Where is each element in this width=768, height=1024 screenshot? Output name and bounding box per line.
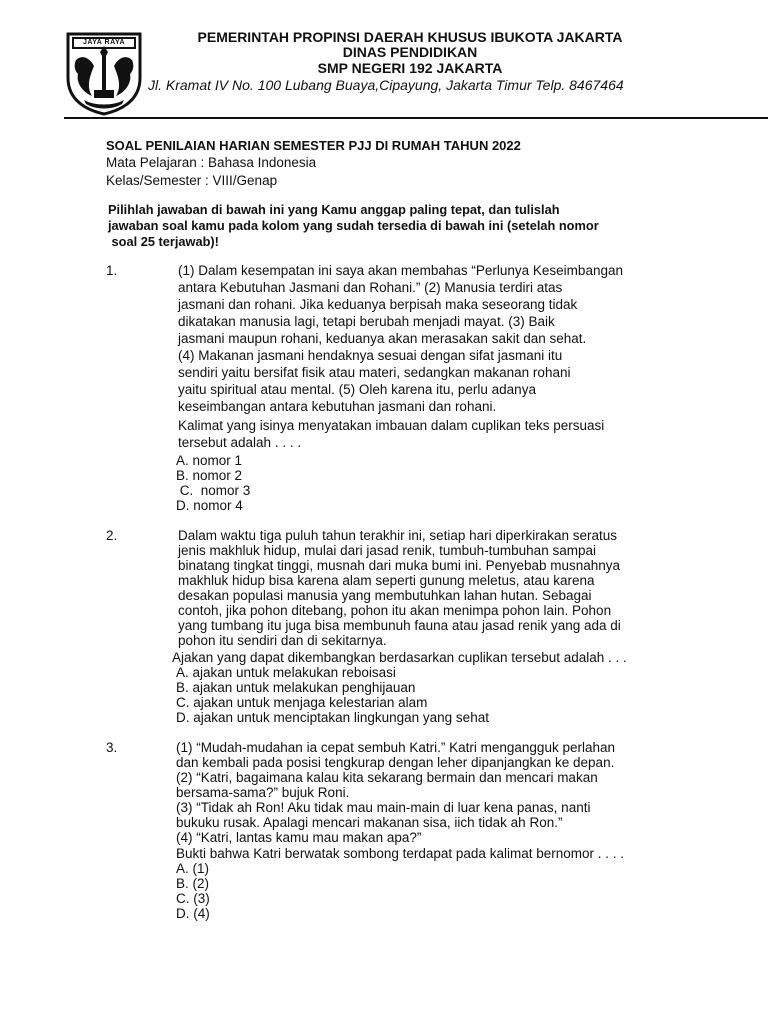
question-text-line: dan kembali pada posisi tengkurap dengan leher dipanjangkan ke depan. <box>176 755 615 770</box>
question-text-line: contoh, jika pohon ditebang, pohon itu akan menimpa pohon lain. Pohon <box>178 603 612 618</box>
instruction-line: Pilihlah jawaban di bawah ini yang Kamu anggap paling tepat, dan tulislah <box>108 202 560 217</box>
answer-option: A. ajakan untuk melakukan reboisasi <box>176 665 396 680</box>
exam-subject: Mata Pelajaran : Bahasa Indonesia <box>106 155 317 170</box>
question-text-line: Ajakan yang dapat dikembangkan berdasarkan cuplikan tersebut adalah . . . <box>172 650 627 665</box>
answer-option: B. (2) <box>176 876 210 891</box>
instruction-line: jawaban soal kamu pada kolom yang sudah tersedia di bawah ini (setelah nomor <box>108 218 599 233</box>
exam-title: SOAL PENILAIAN HARIAN SEMESTER PJJ DI RUMAH TAHUN 2022 <box>106 138 521 153</box>
question-text-line: binatang tingkat tinggi, musnah dari muka bumi ini. Penyebab musnahnya <box>178 558 621 573</box>
header-school: SMP NEGERI 192 JAKARTA <box>317 60 503 76</box>
answer-option: D. nomor 4 <box>176 498 243 513</box>
logo-banner-text: JAYA RAYA <box>82 39 126 46</box>
question-text-line: antara Kebutuhan Jasmani dan Rohani.” (2) Manusia terdiri atas <box>178 280 563 295</box>
question-text-line: (1) “Mudah-mudahan ia cepat sembuh Katri.” Katri mengangguk perlahan <box>176 740 615 755</box>
question-text-line: jasmani maupun rohani, keduanya akan merasakan sakit dan sehat. <box>178 331 587 346</box>
answer-option: A. (1) <box>176 861 210 876</box>
header-address: Jl. Kramat IV No. 100 Lubang Buaya,Cipayung, Jakarta Timur Telp. 8467464 <box>148 77 624 93</box>
instruction-line: soal 25 terjawab)! <box>108 234 219 249</box>
question-text-line: dikatakan manusia lagi, tetapi berubah menjadi mayat. (3) Baik <box>178 314 555 329</box>
answer-option: C. ajakan untuk menjaga kelestarian alam <box>176 695 428 710</box>
question-text-line: Bukti bahwa Katri berwatak sombong terdapat pada kalimat bernomor . . . . <box>176 846 624 861</box>
question-text-line: Kalimat yang isinya menyatakan imbauan dalam cuplikan teks persuasi <box>178 418 605 433</box>
answer-option: D. (4) <box>176 906 210 921</box>
question-text-line: jenis makhluk hidup, mulai dari jasad renik, tumbuh-tumbuhan sampai <box>178 543 596 558</box>
answer-option: D. ajakan untuk menciptakan lingkungan yang sehat <box>176 710 489 725</box>
header-divider <box>64 117 768 119</box>
question-text-line: makhluk hidup bisa karena alam seperti gunung meletus, atau karena <box>178 573 595 588</box>
question-text-line: tersebut adalah . . . . <box>178 435 302 450</box>
question-text-line: (1) Dalam kesempatan ini saya akan membahas “Perlunya Keseimbangan <box>178 263 623 278</box>
question-text-line: (2) “Katri, bagaimana kalau kita sekarang bermain dan mencari makan <box>176 770 598 785</box>
question-text-line: sendiri yaitu bersifat fisik atau materi, sedangkan makanan rohani <box>178 365 571 380</box>
answer-option: A. nomor 1 <box>176 453 243 468</box>
question-text-line: (4) “Katri, lantas kamu mau makan apa?” <box>176 830 422 845</box>
question-number: 3. <box>106 740 118 755</box>
answer-option: B. nomor 2 <box>176 468 243 483</box>
answer-option: C. nomor 3 <box>176 483 251 498</box>
question-text-line: yaitu spiritual atau mental. (5) Oleh karena itu, perlu adanya <box>178 382 536 397</box>
question-text-line: yang tumbang itu juga bisa membunuh fauna atau jasad renik yang ada di <box>178 618 621 633</box>
answer-option: B. ajakan untuk melakukan penghijauan <box>176 680 416 695</box>
header-government: PEMERINTAH PROPINSI DAERAH KHUSUS IBUKOTA JAKARTA <box>197 29 623 45</box>
question-text-line: jasmani dan rohani. Jika keduanya berpisah maka seseorang tidak <box>178 297 578 312</box>
question-number: 1. <box>106 263 118 278</box>
exam-class: Kelas/Semester : VIII/Genap <box>106 173 278 188</box>
question-number: 2. <box>106 528 118 543</box>
question-text-line: (4) Makanan jasmani hendaknya sesuai dengan sifat jasmani itu <box>178 348 563 363</box>
question-text-line: bersama-sama?” bujuk Roni. <box>176 785 350 800</box>
question-text-line: pohon itu sendiri dan di sekitarnya. <box>178 633 387 648</box>
header-department: DINAS PENDIDIKAN <box>342 44 478 60</box>
question-text-line: Dalam waktu tiga puluh tahun terakhir ini, setiap hari diperkirakan seratus <box>178 528 617 543</box>
question-text-line: (3) “Tidak ah Ron! Aku tidak mau main-main di luar kena panas, nanti <box>176 800 591 815</box>
question-text-line: desakan populasi manusia yang membutuhkan lahan hutan. Sebagai <box>178 588 592 603</box>
question-text-line: keseimbangan antara kebutuhan jasmani dan rohani. <box>178 399 497 414</box>
instruction-block <box>108 202 599 250</box>
question-text-line: bukuku rusak. Apalagi mencari makanan sisa, iich tidak ah Ron.” <box>176 815 563 830</box>
school-logo <box>64 30 144 116</box>
answer-option: C. (3) <box>176 891 210 906</box>
